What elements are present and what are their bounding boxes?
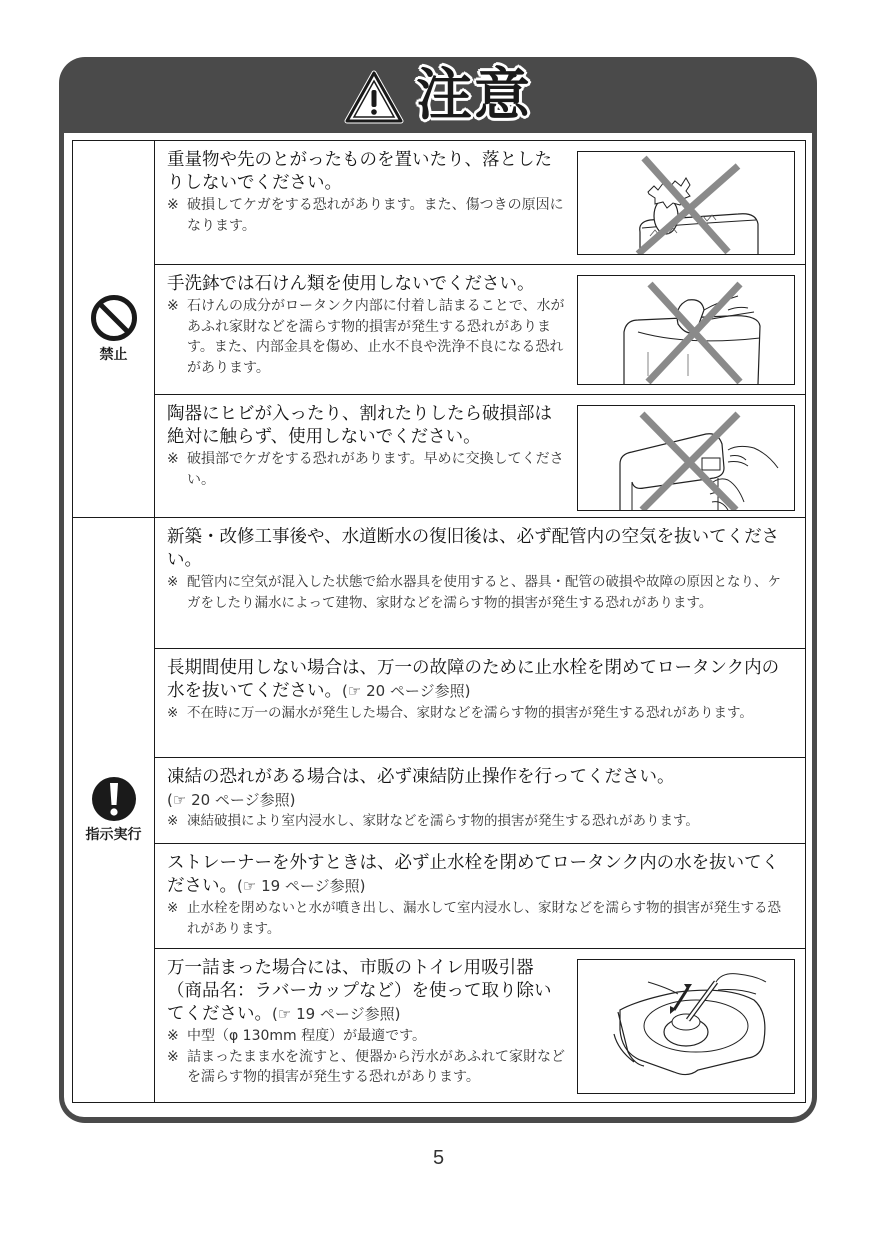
page-number: 5 <box>432 1147 445 1169</box>
mandatory-item-5 <box>155 949 805 1102</box>
prohibition-circle-icon <box>90 294 138 342</box>
caution-title: 注意 <box>416 63 532 128</box>
item-note: ※ 破損部でケガをする恐れがあります。早めに交換してください。 <box>167 451 564 488</box>
item-main-text: 新築・改修工事後や、水道断水の復旧後は、必ず配管内の空気を抜いてください。 <box>167 527 780 570</box>
warning-triangle-icon <box>344 70 404 124</box>
mandatory-label: 指示実行 <box>85 827 142 843</box>
prohibit-item-2 <box>155 265 805 395</box>
prohibit-section <box>73 141 805 518</box>
mandatory-rows <box>155 518 805 1102</box>
exclamation-circle-icon <box>91 776 137 822</box>
item-main-text: ストレーナーを外すときは、必ず止水栓を閉めてロータンク内の水を抜いてください。(☞ 19 ページ参照) <box>167 853 780 896</box>
mandatory-item-1 <box>155 518 805 649</box>
item-note: ※ 配管内に空気が混入した状態で給水器具を使用すると、器具・配管の破損や故障の原因となり、ケガをしたり漏水によって建物、家財などを濡らす物的損害が発生する恐れがあります。 <box>167 574 781 611</box>
item-main-text: 凍結の恐れがある場合は、必ず凍結防止操作を行ってください。 <box>167 767 675 787</box>
item-main-text: 手洗鉢では石けん類を使用しないでください。 <box>167 274 535 294</box>
mandatory-item-3 <box>155 758 805 844</box>
cracked-tank-illustration <box>577 405 795 511</box>
item-note: ※ 不在時に万一の漏水が発生した場合、家財などを濡らす物的損害が発生する恐れがあります。 <box>167 705 753 721</box>
prohibit-label: 禁止 <box>99 347 128 363</box>
page-reference[interactable]: (☞ 19 ページ参照) <box>237 877 366 895</box>
item-main-text: 重量物や先のとがったものを置いたり、落としたりしないでください。 <box>167 150 552 193</box>
page-reference[interactable]: (☞ 19 ページ参照) <box>272 1005 401 1023</box>
prohibit-icon-cell <box>73 141 155 517</box>
prohibit-item-1 <box>155 141 805 265</box>
item-main-text: 長期間使用しない場合は、万一の故障のために止水栓を閉めてロータンク内の水を抜いてください。(☞ 20 ページ参照) <box>167 658 780 701</box>
item-main-text: 万一詰まった場合には、市販のトイレ用吸引器（商品名：ラバーカップなど）を使って取り除いてください。(☞ 19 ページ参照) <box>167 958 552 1024</box>
item-note: ※ 破損してケガをする恐れがあります。また、傷つきの原因になります。 <box>167 197 564 234</box>
item-note: ※ 凍結破損により室内浸水し、家財などを濡らす物的損害が発生する恐れがあります。 <box>167 813 699 829</box>
item-note: ※ 止水栓を閉めないと水が噴き出し、漏水して室内浸水し、家財などを濡らす物的損害が発生する恐れがあります。 <box>167 900 781 937</box>
caution-header <box>59 57 817 133</box>
vase-on-tank-illustration <box>577 151 795 255</box>
mandatory-item-2 <box>155 649 805 758</box>
mandatory-icon-cell <box>73 518 155 1102</box>
item-note: ※ 中型（φ 130mm 程度）が最適です。 <box>167 1028 427 1044</box>
item-note: ※ 詰まったまま水を流すと、便器から汚水があふれて家財などを濡らす物的損害が発生する恐れがあります。 <box>167 1048 565 1085</box>
prohibit-rows <box>155 141 805 517</box>
mandatory-item-4 <box>155 844 805 949</box>
soap-on-basin-illustration <box>577 275 795 385</box>
prohibit-item-3 <box>155 395 805 516</box>
caution-table <box>72 140 806 1103</box>
mandatory-section <box>73 518 805 1102</box>
item-note: ※ 石けんの成分がロータンク内部に付着し詰まることで、水があふれ家財などを濡らす物的損害が発生する恐れがあります。また、内部金具を傷め、止水不良や洗浄不良になる恐れがあります。 <box>167 298 565 376</box>
plunger-illustration <box>577 959 795 1094</box>
page-reference[interactable]: (☞ 20 ページ参照) <box>342 682 471 700</box>
page-reference[interactable]: (☞ 20 ページ参照) <box>167 791 296 809</box>
item-main-text: 陶器にヒビが入ったり、割れたりしたら破損部は絶対に触らず、使用しないでください。 <box>167 404 552 447</box>
